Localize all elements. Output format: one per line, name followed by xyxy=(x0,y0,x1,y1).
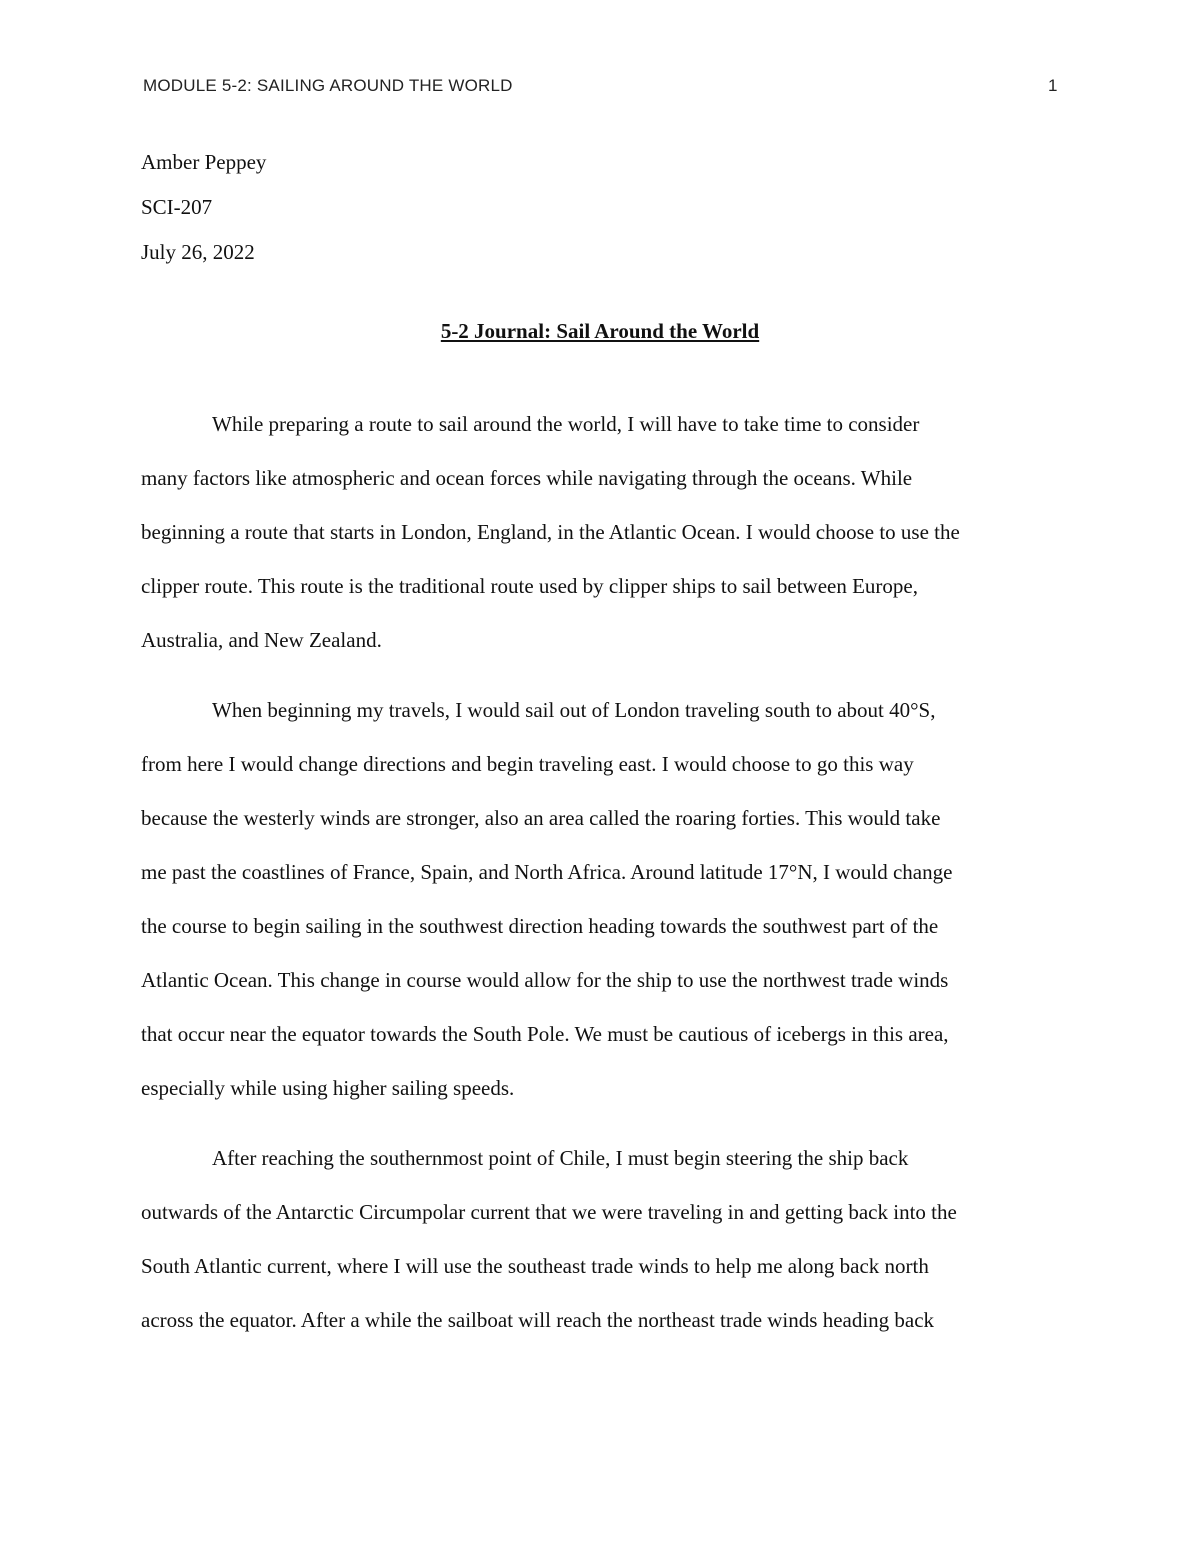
body-line: beginning a route that starts in London, England, in the Atlantic Ocean. I would choose to use the xyxy=(141,520,960,544)
student-heading xyxy=(141,140,266,275)
body-line: because the westerly winds are stronger, also an area called the roaring forties. This would take xyxy=(141,806,941,830)
body-line: many factors like atmospheric and ocean forces while navigating through the oceans. While xyxy=(141,466,913,490)
body-line: outwards of the Antarctic Circumpolar current that we were traveling in and getting back into the xyxy=(141,1200,957,1224)
document-date: July 26, 2022 xyxy=(141,240,255,264)
author-name: Amber Peppey xyxy=(141,150,267,174)
page-number: 1 xyxy=(1048,76,1058,95)
body-line: While preparing a route to sail around the world, I will have to take time to consider xyxy=(212,412,920,436)
body-line: Australia, and New Zealand. xyxy=(141,628,382,652)
running-head: MODULE 5-2: SAILING AROUND THE WORLD xyxy=(143,76,513,95)
body-line: across the equator. After a while the sailboat will reach the northeast trade winds heading back xyxy=(141,1308,935,1332)
body-line: When beginning my travels, I would sail out of London traveling south to about 40°S, xyxy=(212,698,936,722)
body-line: South Atlantic current, where I will use the southeast trade winds to help me along back north xyxy=(141,1254,929,1278)
body-line: After reaching the southernmost point of Chile, I must begin steering the ship back xyxy=(212,1146,909,1170)
body-line: me past the coastlines of France, Spain, and North Africa. Around latitude 17°N, I would change xyxy=(141,860,953,884)
body-line: that occur near the equator towards the South Pole. We must be cautious of icebergs in this area, xyxy=(141,1022,949,1046)
body-line: from here I would change directions and begin traveling east. I would choose to go this way xyxy=(141,752,914,776)
body-line: Atlantic Ocean. This change in course would allow for the ship to use the northwest trade winds xyxy=(141,968,949,992)
course-code: SCI-207 xyxy=(141,195,213,219)
body-line: clipper route. This route is the traditional route used by clipper ships to sail between Europe, xyxy=(141,574,918,598)
body-line: especially while using higher sailing speeds. xyxy=(141,1076,515,1100)
document-title: 5-2 Journal: Sail Around the World xyxy=(440,319,760,343)
body-line: the course to begin sailing in the southwest direction heading towards the southwest part of the xyxy=(141,914,939,938)
